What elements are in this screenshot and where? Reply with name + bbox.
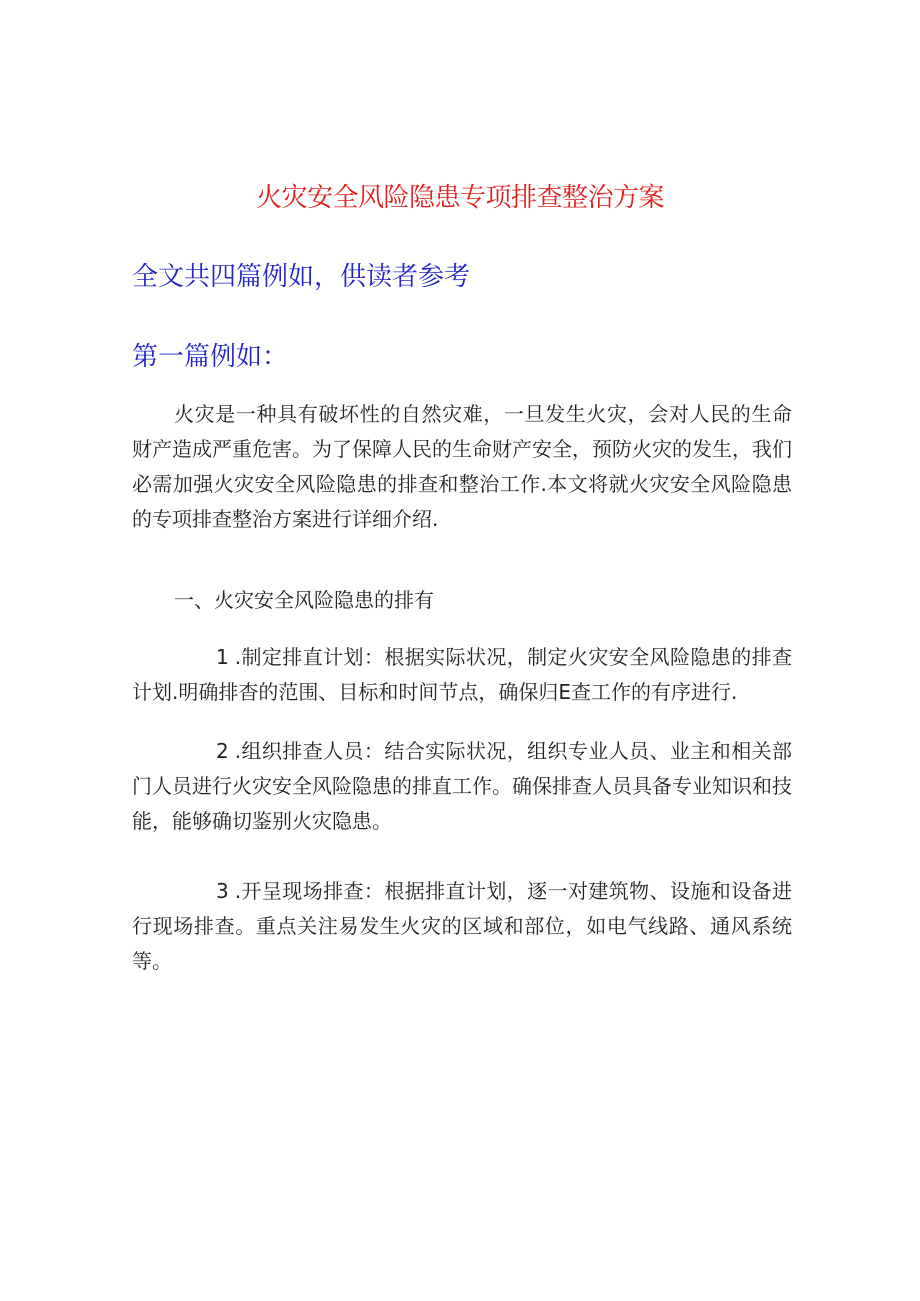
intro-paragraph: 火灾是一种具有破坏性的自然灾难，一旦发生火灾，会对人民的生命财产造成严重危害。为了保障人民的生命财产安全，预防火灾的发生，我们必需加强火灾安全风险隐患的排查和整治工作.本文将就火灾安全风险隐患的专项排查整治方案进行详细介绍. (132, 402, 792, 531)
section-heading-1: 一、火灾安全风险隐患的排有 (174, 588, 434, 612)
list-item-2 (132, 734, 792, 839)
list-item-3 (132, 874, 792, 979)
document-subtitle: 全文共四篇例如，供读者参考 (132, 262, 471, 292)
document-title: 火灾安全风险隐患专项排查整治方案 (255, 183, 664, 213)
item-text: .开呈现场排查：根据排直计划，逐一对建筑物、设施和设备进行现场排查。重点关注易发生火灾的区域和部位，如电气线路、通风系统等。 (132, 879, 792, 973)
item-text: .制定排直计划：根据实际状况，制定火灾安全风险隐患的排查计划.明确排杳的范围、目标和时间节点，确保归E查工作的有序进行. (132, 645, 792, 704)
item-number: 2 (216, 739, 229, 763)
part-heading: 第一篇例如： (132, 342, 289, 372)
item-number: 3 (216, 879, 229, 903)
item-number: 1 (216, 645, 229, 669)
list-item-1 (132, 640, 792, 710)
item-text: .组织排查人员：结合实际状况，组织专业人员、业主和相关部门人员进行火灾安全风险隐患的排直工作。确保排查人员具备专业知识和技能，能够确切鉴别火灾隐患。 (132, 739, 792, 833)
